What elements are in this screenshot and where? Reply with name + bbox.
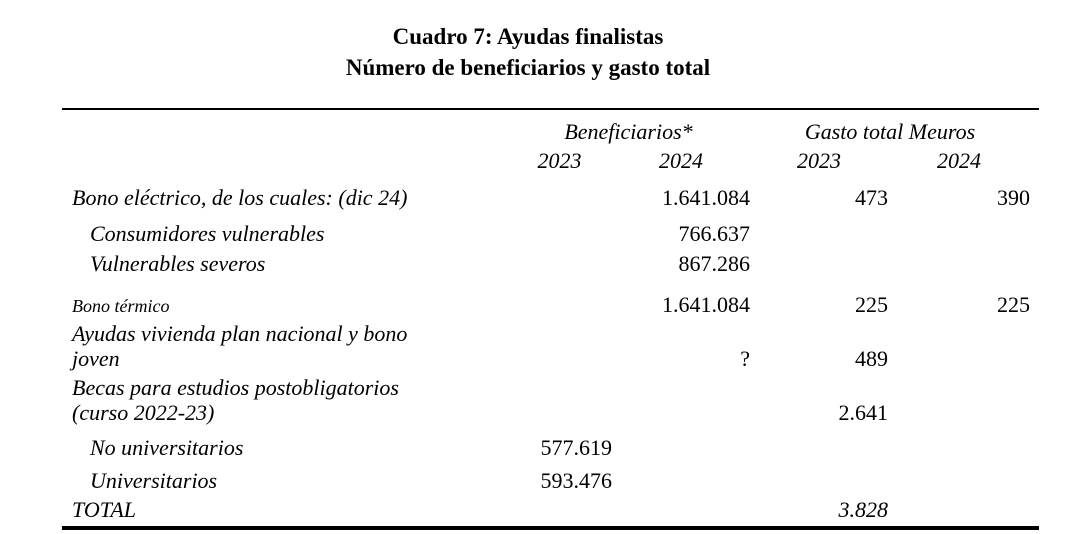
- cell-beneficiarios-2023: [507, 375, 612, 429]
- cell-beneficiarios-2024: [612, 497, 750, 528]
- cell-gasto-2023: [750, 214, 888, 250]
- cell-beneficiarios-2024: [612, 429, 750, 464]
- row-consumidores-vulnerables: [62, 214, 1039, 250]
- cell-gasto-2024: 225: [997, 292, 1031, 317]
- cell-beneficiarios-2024: [612, 375, 750, 429]
- row-label-text: Universitarios: [90, 468, 218, 493]
- cell-beneficiarios-2023: [507, 250, 612, 280]
- cell-gasto-2023: [750, 429, 888, 464]
- row-label-text: Vulnerables severos: [90, 251, 266, 276]
- row-label-text: Ayudas vivienda plan nacional y bono joven: [72, 321, 408, 371]
- cell-gasto-2023: 225: [855, 292, 888, 317]
- table-title-line2: Número de beneficiarios y gasto total: [345, 55, 711, 80]
- cell-beneficiarios-2024: 1.641.084: [662, 185, 750, 210]
- row-label: [62, 280, 507, 321]
- row-bono-electrico: [62, 176, 1039, 214]
- row-label-text: Consumidores vulnerables: [90, 221, 325, 246]
- header-gasto-2024: 2024: [937, 148, 981, 173]
- cell-beneficiarios-2024: ?: [740, 346, 750, 371]
- cell-gasto-2024: [888, 497, 1039, 528]
- row-no-universitarios: [62, 429, 1039, 464]
- row-label: [62, 429, 507, 464]
- column-group-beneficiarios: Beneficiarios*: [564, 119, 693, 144]
- cell-beneficiarios-2023: 577.619: [540, 435, 612, 460]
- empty-header-cell: [62, 148, 507, 176]
- data-table: [62, 108, 1039, 530]
- cell-gasto-2023: 3.828: [838, 497, 888, 522]
- row-label-text: No universitarios: [90, 435, 244, 460]
- cell-beneficiarios-2023: 593.476: [540, 468, 612, 493]
- cell-gasto-2024: [888, 214, 1039, 250]
- cell-beneficiarios-2023: [507, 214, 612, 250]
- cell-gasto-2024: [888, 321, 1039, 375]
- cell-gasto-2023: [750, 464, 888, 497]
- row-label-text: Bono eléctrico, de los cuales: (dic 24): [72, 185, 408, 210]
- empty-header-cell: [62, 109, 507, 148]
- row-label: [62, 375, 507, 429]
- header-beneficiarios-2024: 2024: [659, 148, 703, 173]
- cell-gasto-2024: 390: [997, 185, 1031, 210]
- table-title-line1: Cuadro 7: Ayudas finalistas: [392, 24, 664, 49]
- header-gasto-2023: 2023: [797, 148, 841, 173]
- cell-beneficiarios-2024: 1.641.084: [662, 292, 750, 317]
- column-group-header-row: [62, 109, 1039, 148]
- cell-beneficiarios-2023: [507, 321, 612, 375]
- row-universitarios: [62, 464, 1039, 497]
- row-label-text: Bono térmico: [72, 296, 170, 316]
- cell-beneficiarios-2023: [507, 176, 612, 214]
- row-label: [62, 464, 507, 497]
- cell-gasto-2024: [888, 375, 1039, 429]
- row-vulnerables-severos: [62, 250, 1039, 280]
- row-ayudas-vivienda: [62, 321, 1039, 375]
- column-group-gasto-total: Gasto total Meuros: [804, 119, 976, 144]
- cell-gasto-2023: 2.641: [838, 400, 888, 425]
- cell-gasto-2024: [888, 429, 1039, 464]
- row-label: [62, 321, 507, 375]
- year-header-row: [62, 148, 1039, 176]
- cell-beneficiarios-2023: [507, 280, 612, 321]
- row-label-text: TOTAL: [72, 497, 137, 522]
- cell-gasto-2023: 489: [855, 346, 888, 371]
- cell-beneficiarios-2023: [507, 497, 612, 528]
- cell-beneficiarios-2024: 867.286: [678, 251, 750, 276]
- row-label: [62, 176, 507, 214]
- cell-gasto-2024: [888, 464, 1039, 497]
- row-label: [62, 250, 507, 280]
- row-bono-termico: [62, 280, 1039, 321]
- cell-gasto-2023: [750, 250, 888, 280]
- table-title: [0, 21, 1056, 83]
- row-label: [62, 497, 507, 528]
- row-becas-postobligatorios: [62, 375, 1039, 429]
- row-total: [62, 497, 1039, 528]
- cell-beneficiarios-2024: [612, 464, 750, 497]
- cell-gasto-2024: [888, 250, 1039, 280]
- row-label-text: Becas para estudios postobligatorios (curso 2022-23): [72, 375, 399, 425]
- header-beneficiarios-2023: 2023: [537, 148, 582, 173]
- row-label: [62, 214, 507, 250]
- cell-beneficiarios-2024: 766.637: [678, 221, 750, 246]
- cell-gasto-2023: 473: [855, 185, 888, 210]
